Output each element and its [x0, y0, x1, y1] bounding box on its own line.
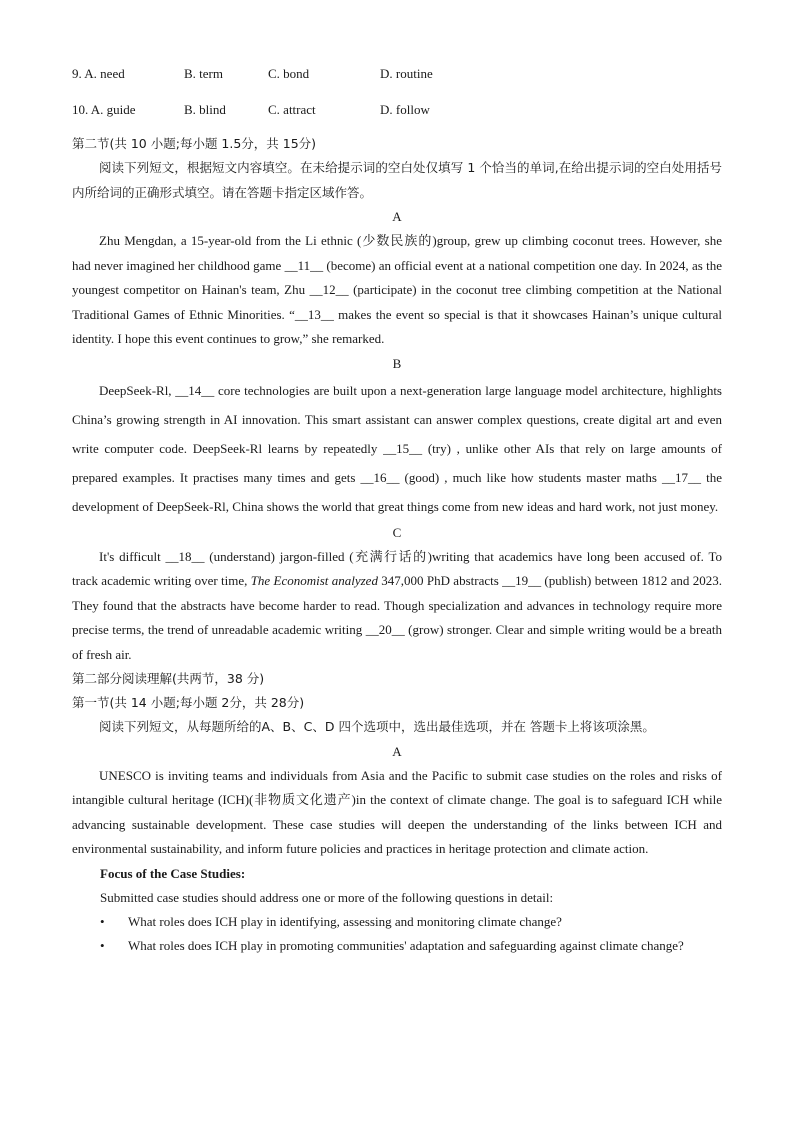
passage-c-part2: 347,000 PhD abstracts __19__ (publish) between 1812 and 2023. They found that the abstracts have become harder to read. Though specialization and advances in technology require more precise terms, the trend of unreadable academic writing __20__ (grow) stronger. Clear and simple writing would be a breath of fresh air.: [72, 573, 723, 662]
bullet-text: What roles does ICH play in identifying, assessing and monitoring climate change?: [128, 913, 562, 929]
option-a: 10. A. guide: [72, 102, 136, 117]
option-d: D. follow: [380, 102, 430, 117]
section-instruction: 阅读下列短文，根据短文内容填空。在未给提示词的空白处仅填写 1 个恰当的单词,在给出提示词的空白处用括号内所给词的正确形式填空。请在答题卡指定区域作答。: [72, 160, 722, 200]
passage-c: [72, 545, 722, 668]
focus-title: Focus of the Case Studies:: [100, 865, 246, 881]
option-b: B. blind: [184, 102, 226, 117]
option-row-9: [72, 60, 722, 96]
option-b: B. term: [184, 66, 223, 81]
bullet-text: What roles does ICH play in promoting communities' adaptation and safeguarding against climate change?: [128, 937, 684, 953]
reading-instruction: 阅读下列短文，从每题所给的A、B、C、D 四个选项中，选出最佳选项，并在 答题卡上将该项涂黑。: [99, 719, 655, 734]
passage-label-a: A: [392, 209, 402, 224]
option-c: C. attract: [268, 102, 316, 117]
bullet-icon: •: [100, 937, 105, 953]
document-page: [72, 60, 722, 958]
option-a: 9. A. need: [72, 66, 125, 81]
passage-a: Zhu Mengdan, a 15-year-old from the Li ethnic (少数民族的)group, grew up climbing coconut trees. However, she had never imagined her childhood game __11__ (become) an official event at a national competition one day. In 2024, as the youngest competitor on Hainan's team, Zhu __12__ (participate) in the coconut tree climbing competition at the National Traditional Games of Ethnic Minorities. “__13__ makes the event so special is that it showcases Hainan’s unique cultural identity. I hope this event continues to grow,” she remarked.: [72, 233, 722, 346]
section-heading-reading: 第一节(共 14 小题;每小题 2分，共 28分): [72, 695, 305, 710]
passage-b: DeepSeek-Rl, __14__ core technologies are built upon a next-generation large language model architecture, highlights China’s growing strength in AI innovation. This smart assistant can answer complex questions, create digital art and even write computer code. DeepSeek-Rl learns by repeatedly __15__ (try) , unlike other AIs that rely on large amounts of prepared examples. It practises many times and gets __16__ (good) , much like how students master maths __17__ the development of DeepSeek-Rl, China shows the world that great things come from new ideas and hard work, not just money.: [72, 382, 722, 514]
bullet-icon: •: [100, 913, 105, 929]
option-d: D. routine: [380, 66, 433, 81]
part-heading: 第二部分阅读理解(共两节，38 分): [72, 671, 265, 686]
passage-c-italic: The Economist analyzed: [250, 573, 378, 588]
focus-intro: Submitted case studies should address one or more of the following questions in detail:: [100, 889, 554, 905]
option-c: C. bond: [268, 66, 310, 81]
passage-label-c: C: [392, 524, 402, 540]
passage-label-b: B: [392, 355, 402, 371]
option-row-10: [72, 96, 722, 132]
bullet-item: [72, 934, 722, 958]
bullet-item: [72, 910, 722, 934]
passage-c-part1: It's difficult __18__ (understand) jargon-filled (充满行话的)writing that academics have long been accused of. To track academic writing over time,: [72, 548, 722, 588]
reading-passage-a: UNESCO is inviting teams and individuals from Asia and the Pacific to submit case studies on the roles and risks of intangible cultural heritage (ICH)(非物质文化遗产)in the context of climate change. The goal is to safeguard ICH while advancing sustainable development. These case studies will deepen the understanding of the links between ICH and environmental sustainability, and inform future policies and practices in heritage protection and climate action.: [72, 767, 722, 856]
section-heading: 第二节(共 10 小题;每小题 1.5分，共 15分): [72, 136, 317, 151]
reading-label-a: A: [392, 743, 402, 759]
